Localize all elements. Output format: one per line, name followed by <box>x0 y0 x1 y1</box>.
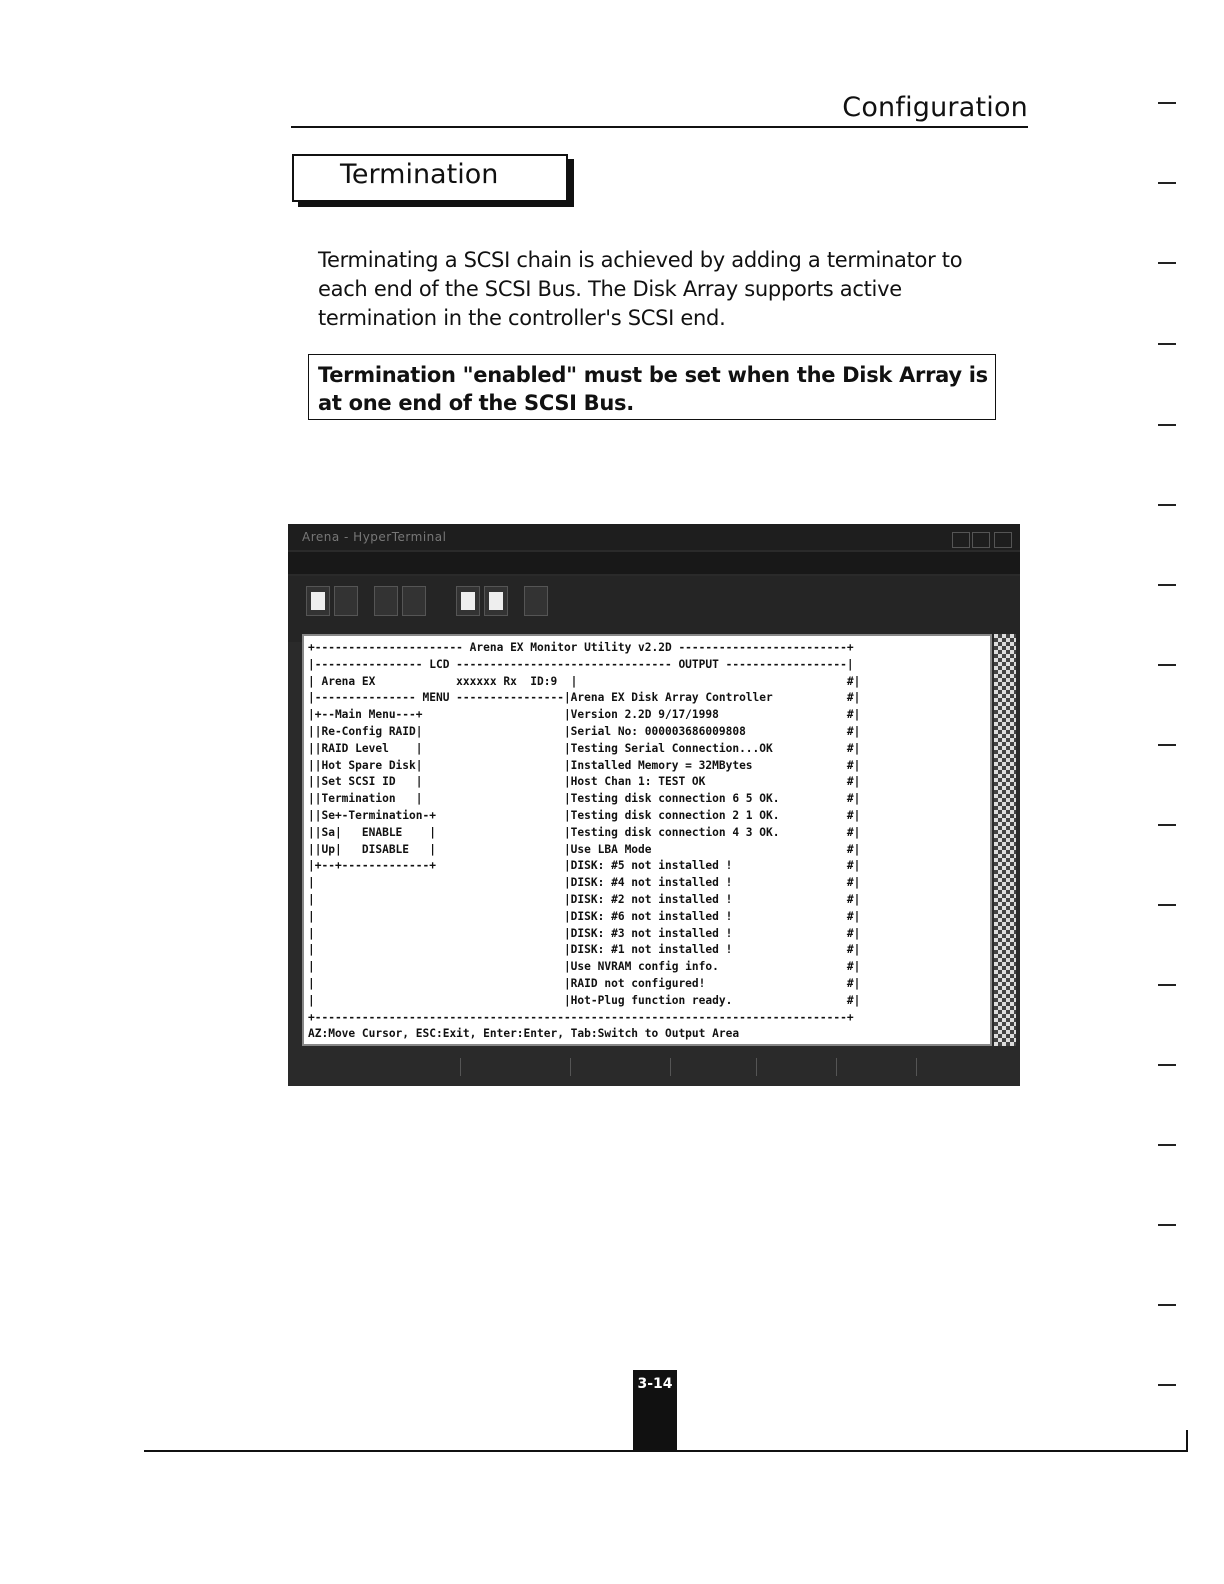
connect-icon <box>374 586 398 616</box>
margin-tick <box>1158 1064 1176 1066</box>
page-number-tab <box>633 1370 677 1452</box>
margin-tick <box>1158 1144 1176 1146</box>
status-cell <box>670 1058 756 1076</box>
status-cell <box>836 1058 916 1076</box>
margin-tick <box>1158 984 1176 986</box>
section-heading: Termination <box>340 159 499 190</box>
margin-tick <box>1158 664 1176 666</box>
terminal-scrollbar <box>994 634 1016 1046</box>
terminal-titlebar <box>288 524 1020 550</box>
margin-tick <box>1158 1304 1176 1306</box>
properties-icon <box>524 586 548 616</box>
status-cell <box>916 1058 996 1076</box>
margin-tick <box>1158 262 1176 264</box>
new-document-icon <box>306 586 330 616</box>
terminal-window-title: Arena - HyperTerminal <box>302 530 447 544</box>
note-box <box>308 354 996 420</box>
margin-tick <box>1158 1224 1176 1226</box>
minimize-icon <box>952 532 970 548</box>
header-rule <box>291 126 1028 128</box>
margin-tick <box>1158 744 1176 746</box>
margin-tick <box>1158 584 1176 586</box>
body-paragraph: Terminating a SCSI chain is achieved by adding a terminator to each end of the SCSI Bus. The Disk Array supports active termination in the controller's SCSI end. <box>318 248 963 330</box>
section-heading-box <box>292 154 568 202</box>
terminal-screen <box>302 634 992 1046</box>
status-cell <box>756 1058 836 1076</box>
margin-tick <box>1158 904 1176 906</box>
margin-tick <box>1158 343 1176 345</box>
maximize-icon <box>972 532 990 548</box>
status-cell <box>460 1058 570 1076</box>
terminal-window-screenshot <box>288 524 1020 1086</box>
margin-tick <box>1158 1384 1176 1386</box>
terminal-screen-text: +---------------------- Arena EX Monitor Utility v2.2D -------------------------+ |---------------- LCD -------------------------------- OUTPUT ------------------| | Arena EX xxxxxx Rx ID:9 | #| |--------------- MENU ----------------|Arena EX Disk Array Controller #| |+--Main Menu---+ |Version 2.2D 9/17/1998 #| ||Re-Config RAID| |Serial No: 000003686009808 #| ||RAID Level | |Testing Serial Connection...OK #| ||Hot Spare Disk| |Installed Memory = 32MBytes #| ||Set SCSI ID | |Host Chan 1: TEST OK #| ||Termination | |Testing disk connection 6 5 OK. #| ||Se+-Termination-+ |Testing disk connection 2 1 OK. #| ||Sa| ENABLE | |Testing disk connection 4 3 OK. #| ||Up| DISABLE | |Use LBA Mode #| |+--+-------------+ |DISK: #5 not installed ! #| | |DISK: #4 not installed ! #| | |DISK: #2 not installed ! #| | |DISK: #6 not installed ! #| | |DISK: #3 not installed ! #| | |DISK: #1 not installed ! #| | |Use NVRAM config info. #| | |RAID not configured! #| | |Hot-Plug function ready. #| +-------------------------------------------------------------------------------+ AZ:Move Cursor, ESC:Exit, Enter:Enter, Tab:Switch to Output Area <box>308 641 861 1041</box>
margin-tick <box>1158 504 1176 506</box>
page-header-title: Configuration <box>842 92 1028 123</box>
receive-file-icon <box>484 586 508 616</box>
open-folder-icon <box>334 586 358 616</box>
margin-tick <box>1158 182 1176 184</box>
note-text: Termination "enabled" must be set when the Disk Array is at one end of the SCSI Bus. <box>318 363 988 415</box>
page-number: 3-14 <box>637 1376 673 1392</box>
disconnect-icon <box>402 586 426 616</box>
margin-tick <box>1158 824 1176 826</box>
terminal-menubar <box>288 552 1020 574</box>
send-file-icon <box>456 586 480 616</box>
margin-tick <box>1158 102 1176 104</box>
terminal-statusbar <box>288 1052 1020 1082</box>
close-icon <box>994 532 1012 548</box>
status-cell <box>570 1058 670 1076</box>
edge-mark <box>1186 1430 1188 1450</box>
footer-rule <box>144 1450 1188 1452</box>
margin-tick <box>1158 424 1176 426</box>
terminal-toolbar <box>288 576 1020 642</box>
